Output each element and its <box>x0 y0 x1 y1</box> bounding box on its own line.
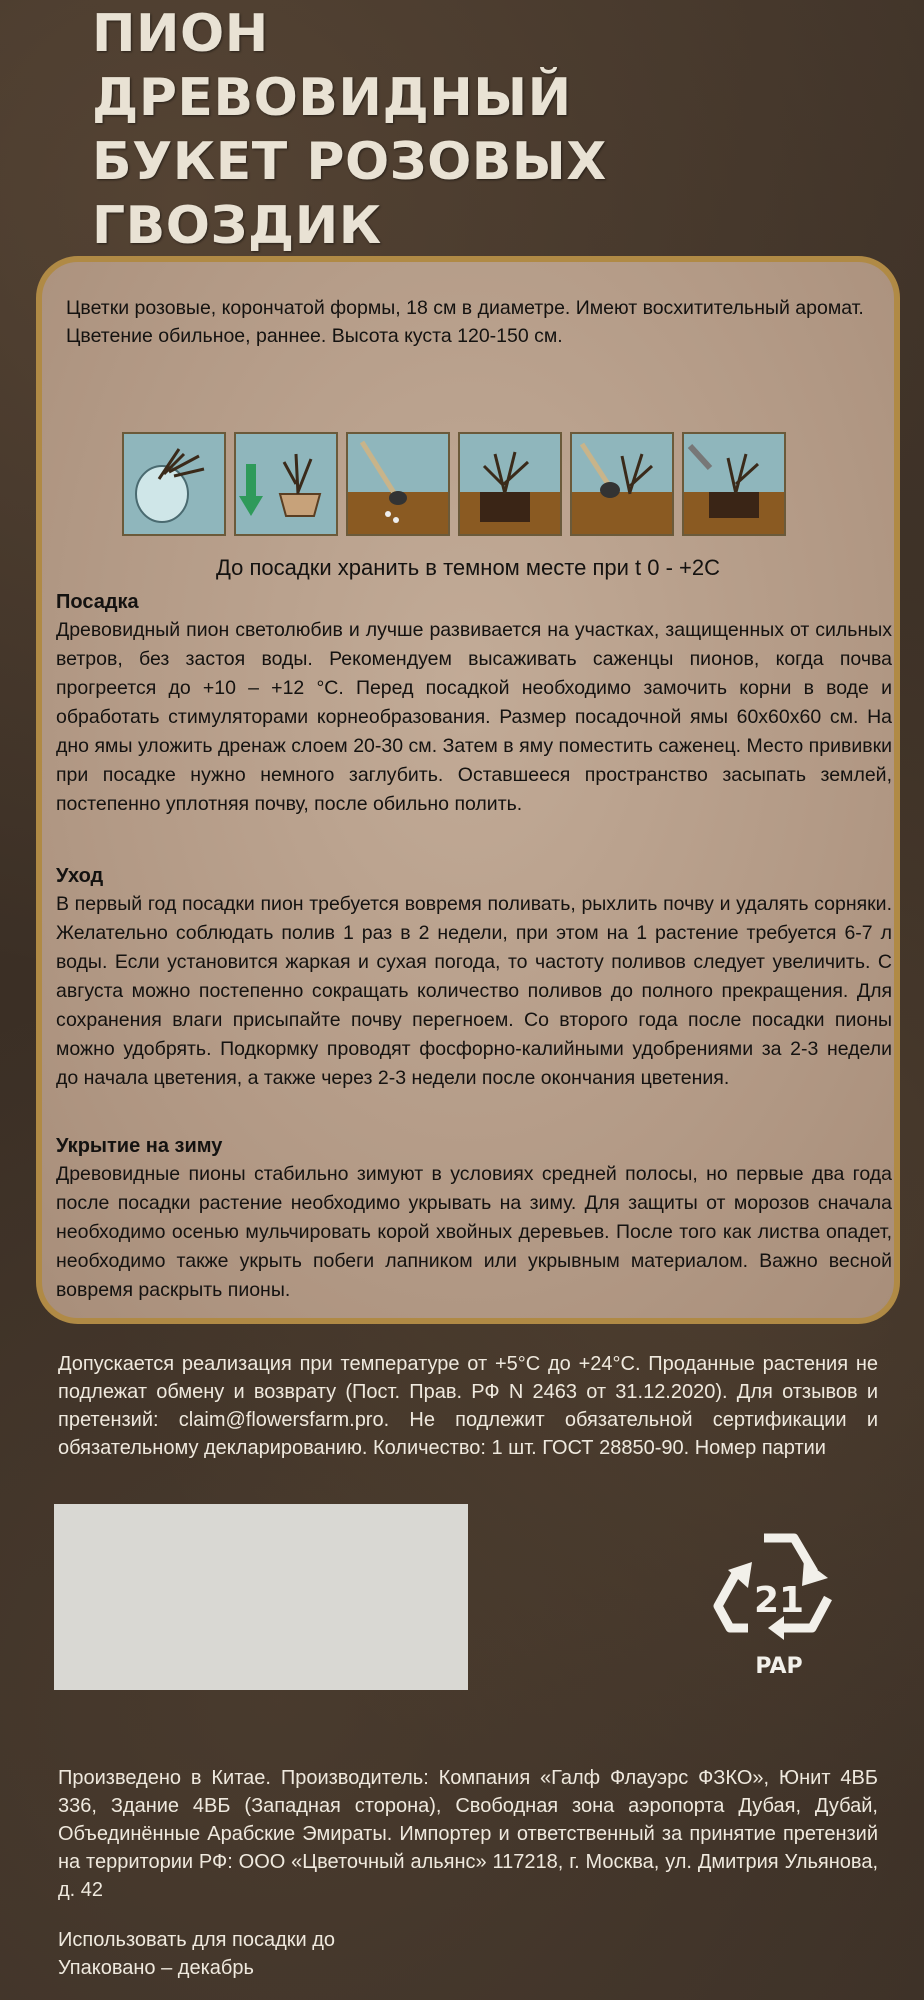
digging-hole-icon <box>346 432 450 536</box>
soaking-roots-icon <box>122 432 226 536</box>
recycle-abbr: PAP <box>755 1654 803 1679</box>
batch-label-area <box>54 1504 468 1690</box>
footer-dates <box>58 1926 878 1982</box>
product-title <box>92 2 852 258</box>
winter-text: Древовидные пионы стабильно зимуют в условиях средней полосы, но первые два года после посадки растение необходимо укрывать на зиму. Для защиты от морозов сначала необходимо осенью мульчировать корой хвойных деревьев. После того как листва опадет, необходимо также укрыть побеги лапником или укрывным материалом. Важно весной вовремя раскрыть пионы. <box>56 1163 892 1301</box>
instructions-panel <box>36 256 900 1324</box>
title-line: БУКЕТ РОЗОВЫХ <box>92 132 607 192</box>
storage-note: До посадки хранить в темном месте при t 0 - +2С <box>216 555 720 580</box>
planting-text: Древовидный пион светолюбив и лучше развивается на участках, защищенных от сильных ветров, без застоя воды. Рекомендуем высаживать саженцы пионов, когда почва прогреется до +10 – +12 °С. Перед посадкой необходимо замочить корни в воде и обработать стимуляторами корнеобразования. Размер посадочной ямы 60х60х60 см. На дно ямы уложить дренаж слоем 20-30 см. Затем в яму поместить саженец. Место прививки при посадке нужно немного заглубить. Оставшееся пространство засыпать землей, постепенно уплотняя почву, после обильно полить. <box>56 619 892 815</box>
watering-icon <box>570 432 674 536</box>
planting-steps <box>122 432 822 542</box>
potting-icon <box>234 432 338 536</box>
care-text: В первый год посадки пион требуется вовремя поливать, рыхлить почву и удалять сорняки. Желательно соблюдать полив 1 раз в 2 недели, при этом на 1 растение требуется 6-7 л воды. Если установится жаркая и сухая погода, то частоту поливов следует увеличить. С августа можно постепенно сокращать количество поливов до полного прекращения. Для сохранения влаги присыпайте почву перегноем. Со второго года после посадки пионы можно удобрять. Подкормку проводят фосфорно-калийными удобрениями за 2-3 недели до начала цветения, а также через 2-3 недели после окончания цветения. <box>56 893 892 1089</box>
packed-line: Упаковано – декабрь <box>58 1957 254 1979</box>
winter-heading: Укрытие на зиму <box>56 1135 223 1157</box>
product-description: Цветки розовые, корончатой формы, 18 см в диаметре. Имеют восхитительный аромат. Цветение обильное, раннее. Высота куста 120-150 см. <box>66 297 864 347</box>
title-line: ПИОН <box>92 4 269 64</box>
manufacturer-info: Произведено в Китае. Производитель: Компания «Галф Флауэрс ФЗКО», Юнит 4ВБ 336, Здание 4ВБ (Западная сторона), Свободная зона аэропорта Дубая, Дубай, Объединённые Арабские Эмираты. Импортер и ответственный за принятие претензий на территории РФ: ООО «Цветочный альянс» 117218, г. Москва, ул. Дмитрия Ульянова, д. 42 <box>58 1767 878 1901</box>
recycle-code: 21 <box>753 1580 805 1621</box>
care-heading: Уход <box>56 865 104 887</box>
plant-before-line: Использовать для посадки до <box>58 1929 336 1951</box>
planting-heading: Посадка <box>56 591 139 613</box>
recycle-icon <box>704 1520 854 1680</box>
winter-section <box>56 1132 892 1305</box>
planting-section <box>56 588 892 819</box>
planted-bush-icon <box>458 432 562 536</box>
title-line: ГВОЗДИК <box>92 196 382 256</box>
legal-text: Допускается реализация при температуре от +5°С до +24°С. Проданные растения не подлежат обмену и возврату (Пост. Прав. РФ N 2463 от 31.12.2020). Для отзывов и претензий: claim@flowersfarm.pro. Не подлежит обязательной сертификации и обязательному декларированию. Количество: 1 шт. ГОСТ 28850-90. Номер партии <box>58 1353 878 1459</box>
care-section <box>56 862 892 1093</box>
mulching-icon <box>682 432 786 536</box>
title-line: ДРЕВОВИДНЫЙ <box>92 68 572 128</box>
